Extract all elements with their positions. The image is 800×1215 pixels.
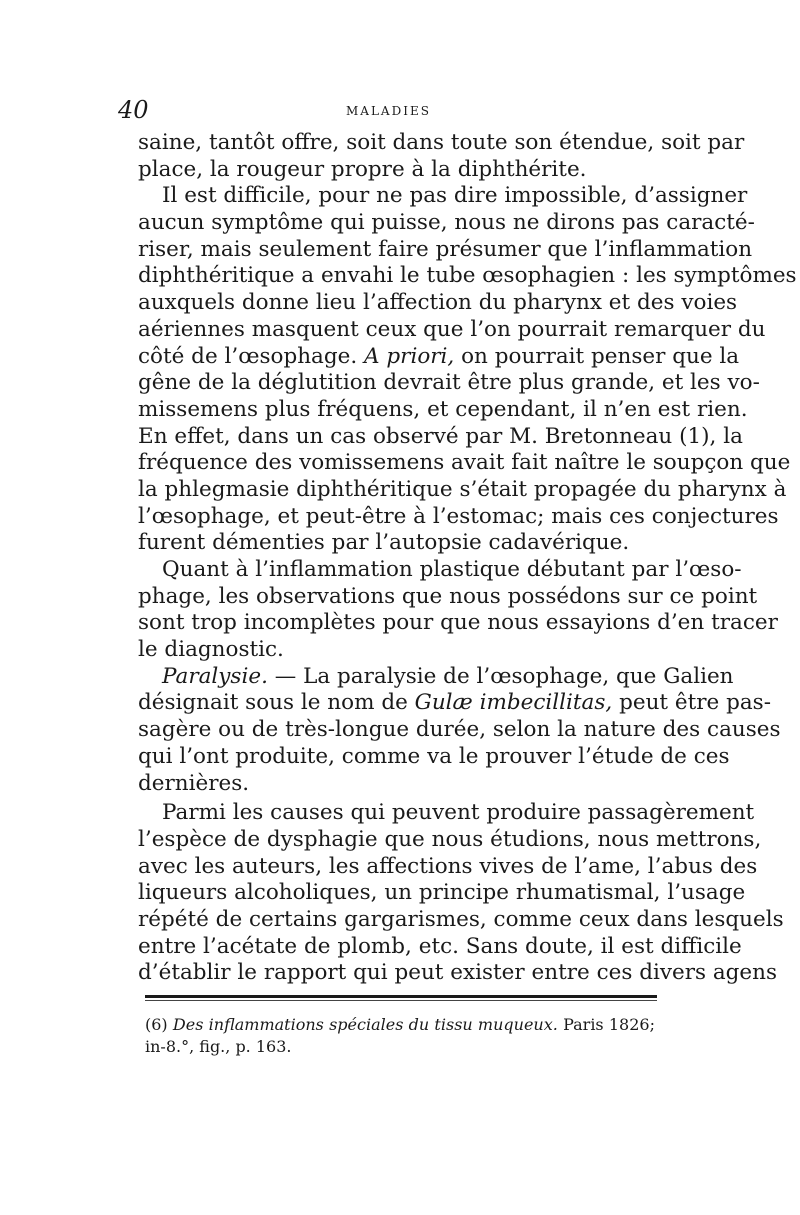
italic-phrase: Gulæ imbecillitas, [414,690,613,716]
footnote-number: (6) [145,1015,168,1034]
text-line: sagère ou de très-longue durée, selon la nature des causes [138,717,781,743]
text-line: l’œsophage, et peut-être à l’estomac; mais ces conjectures [138,503,779,529]
footnote-rule [145,995,657,998]
text-line: répété de certains gargarismes, comme ceux dans lesquels [138,906,784,932]
text-line: qui l’ont produite, comme va le prouver l’étude de ces [138,743,730,769]
text-line: d’établir le rapport qui peut exister entre ces divers agens [138,960,778,986]
page-number: 40 [118,96,149,124]
footnote-title: Des inflammations spéciales du tissu muqueux. [172,1015,558,1034]
italic-heading: Paralysie. [162,663,268,689]
text-line: Il est difficile, pour ne pas dire impossible, d’assigner [162,183,748,209]
text-segment: on pourrait penser que la [461,343,740,369]
text-line: auxquels donne lieu l’affection du pharynx et des voies [138,290,738,316]
text-line: place, la rougeur propre à la diphthérite. [138,156,587,182]
text-line: phage, les observations que nous possédons sur ce point [138,583,758,609]
text-line: saine, tantôt offre, soit dans toute son étendue, soit par [138,130,745,155]
text-line: Parmi les causes qui peuvent produire passagèrement [162,800,755,826]
text-line: riser, mais seulement faire présumer que l’inflammation [138,236,753,262]
text-line: diphthéritique a envahi le tube œsophagien : les symptômes [138,263,797,289]
text-line: avec les auteurs, les affections vives de l’ame, l’abus des [138,853,758,879]
text-segment: — La paralysie de l’œsophage, que Galien [274,663,734,689]
text-segment: peut être pas- [619,690,771,716]
text-line-mixed [138,663,734,691]
footnote-place-year: Paris 1826; [563,1015,655,1034]
text-line: entre l’acétate de plomb, etc. Sans doute, il est difficile [138,933,742,959]
text-line: missemens plus fréquens, et cependant, il n’en est rien. [138,396,748,422]
text-line: la phlegmasie diphthéritique s’était propagée du pharynx à [138,476,787,502]
text-line: gêne de la déglutition devrait être plus grande, et les vo- [138,370,760,396]
text-line: sont trop incomplètes pour que nous essayions d’en tracer [138,610,778,636]
text-line: furent démenties par l’autopsie cadavérique. [138,530,630,556]
text-segment: côté de l’œsophage. [138,343,358,369]
text-line-mixed [138,690,771,717]
text-line: aucun symptôme qui puisse, nous ne dirons pas caracté- [138,210,755,236]
text-line: Quant à l’inflammation plastique débutant par l’œso- [162,557,742,582]
running-head: MALADIES [346,104,431,118]
italic-phrase: A priori, [364,343,455,369]
footnote-details: in-8.°, fig., p. 163. [145,1037,292,1056]
text-line: liqueurs alcoholiques, un principe rhumatismal, l’usage [138,880,746,906]
text-line: dernières. [138,770,250,796]
text-line: fréquence des vomissemens avait fait naître le soupçon que [138,450,791,476]
text-line-mixed [138,343,740,371]
text-line: le diagnostic. [138,637,284,663]
footnote-rule-thin [145,1000,657,1001]
footnote-line [145,1014,655,1036]
text-segment: désignait sous le nom de [138,690,408,716]
text-line: l’espèce de dysphagie que nous étudions, nous mettrons, [138,826,762,852]
page-header [118,96,678,126]
body-text [138,130,797,987]
footnote [145,1014,655,1058]
text-line: En effet, dans un cas observé par M. Bretonneau (1), la [138,423,743,449]
text-line: aériennes masquent ceux que l’on pourrait remarquer du [138,316,766,342]
